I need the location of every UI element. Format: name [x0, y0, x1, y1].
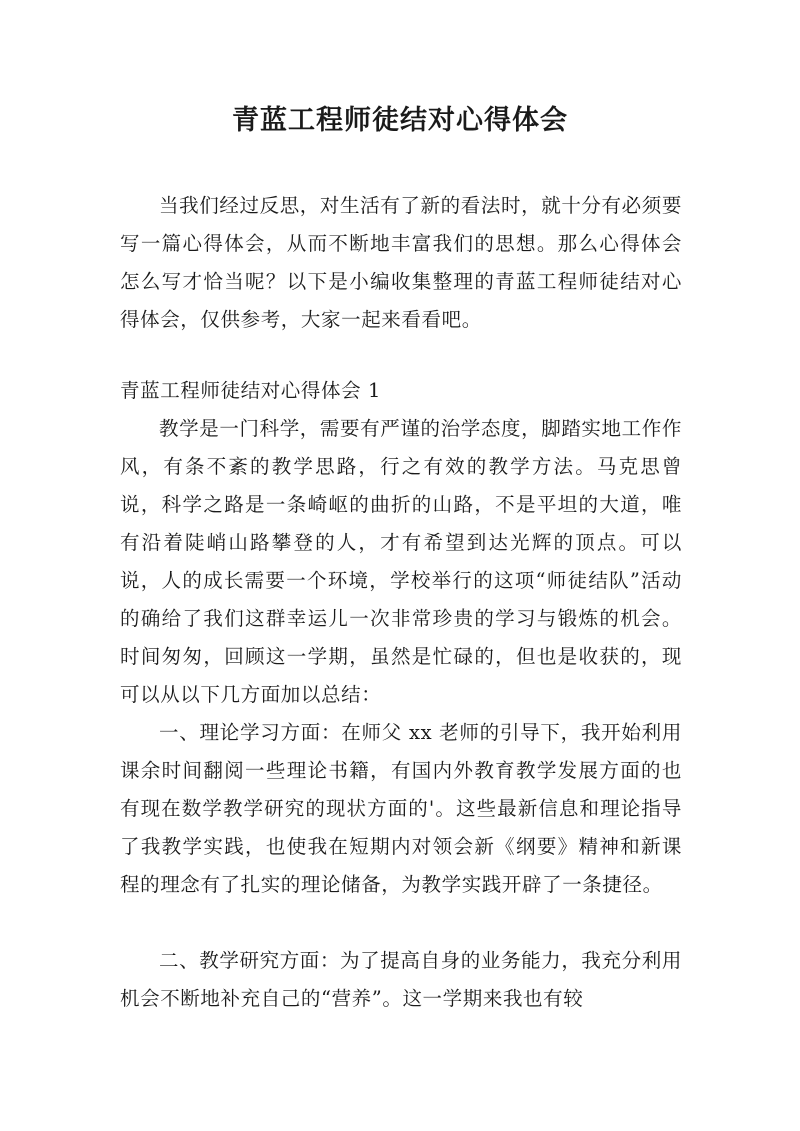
- section-paragraph: 一、理论学习方面：在师父 xx 老师的引导下，我开始利用课余时间翻阅一些理论书籍，有国内外教育教学发展方面的也有现在数学教学研究的现状方面的'。这些最新信息和理论指导了我教学实践，也使我在短期内对领会新《纲要》精神和新课程的理念有了扎实的理论储备，为教学实践开辟了一条捷径。: [120, 721, 682, 896]
- section-paragraph: 教学是一门科学，需要有严谨的治学态度，脚踏实地工作作风，有条不紊的教学思路，行之有效的教学方法。马克思曾说，科学之路是一条崎岖的曲折的山路，不是平坦的大道，唯有沿着陡峭山路攀登的人，才有希望到达光辉的顶点。可以说，人的成长需要一个环境，学校举行的这项“师徒结队”活动的确给了我们这群幸运儿一次非常珍贵的学习与锻炼的机会。时间匆匆，回顾这一学期，虽然是忙碌的，但也是收获的，现可以从以下几方面加以总结：: [120, 417, 682, 706]
- section-heading: 青蓝工程师徒结对心得体会 1: [120, 379, 382, 402]
- section-paragraph: 二、教学研究方面：为了提高自身的业务能力，我充分利用机会不断地补充自己的“营养”。这一学期来我也有较: [120, 949, 682, 1010]
- document-title: 青蓝工程师徒结对心得体会: [232, 105, 568, 136]
- intro-paragraph: 当我们经过反思，对生活有了新的看法时，就十分有必须要写一篇心得体会，从而不断地丰富我们的思想。那么心得体会怎么写才恰当呢？以下是小编收集整理的青蓝工程师徒结对心得体会，仅供参考，大家一起来看看吧。: [120, 194, 682, 331]
